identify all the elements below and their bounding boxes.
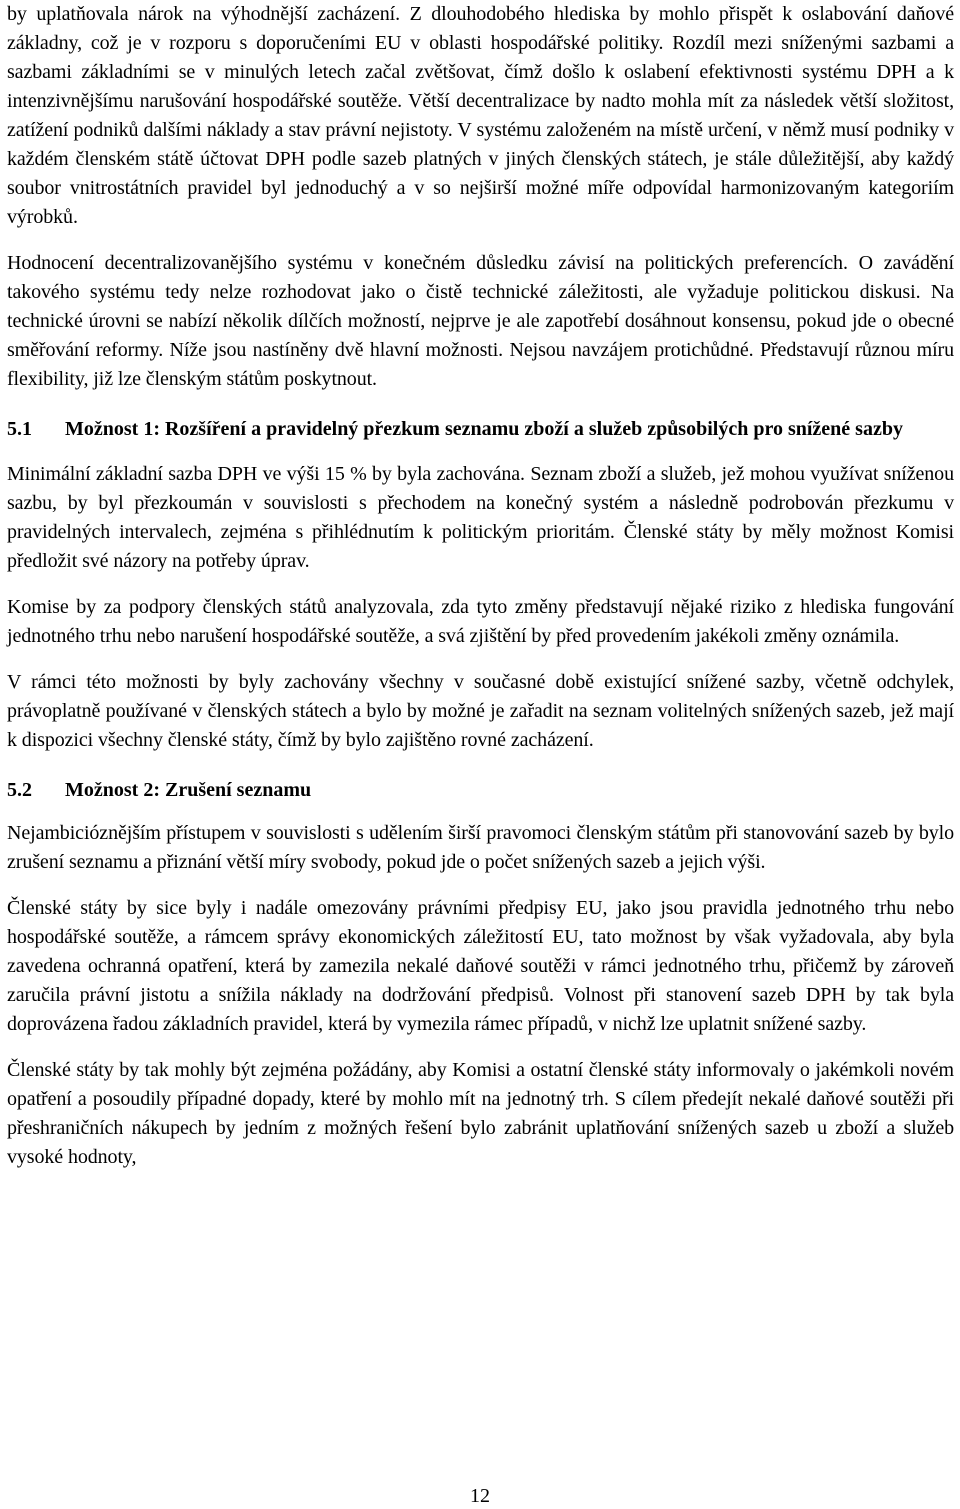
section-heading-5-1 — [7, 415, 954, 444]
paragraph-5-1-b: Komise by za podpory členských států analyzovala, zda tyto změny představují nějaké riziko z hlediska fungování jednotného trhu nebo narušení hospodářské soutěže, a svá zjištění by před provedením jakékoli změny oznámila. — [7, 596, 954, 647]
section-heading-5-2 — [7, 776, 954, 805]
section-title: Možnost 1: Rozšíření a pravidelný přezkum seznamu zboží a služeb způsobilých pro snížené sazby — [65, 418, 903, 440]
paragraph-5-2-a: Nejambicióznějším přístupem v souvislosti s udělením širší pravomoci členským státům při stanovování sazeb by bylo zrušení seznamu a přiznání větší míry svobody, pokud jde o počet snížených sazeb a jejich výši. — [7, 822, 954, 873]
section-number: 5.2 — [7, 779, 32, 801]
paragraph-5-2-b: Členské státy by sice byly i nadále omezovány právními předpisy EU, jako jsou pravidla jednotného trhu nebo hospodářské soutěže, a rámcem správy ekonomických záležitostí EU, tato možnost by však vyžadovala, aby byla zavedena ochranná opatření, která by zamezila nekalé daňové soutěži v rámci jednotného trhu, přičemž by zároveň zaručila právní jistotu a snížila náklady na dodržování předpisů. Volnost při stanovení sazeb DPH by tak byla doprovázena řadou základních pravidel, která by vymezila rámec případů, v nichž lze uplatnit snížené sazby. — [7, 897, 954, 1035]
paragraph-5-1-c: V rámci této možnosti by byly zachovány všechny v současné době existující snížené sazby, včetně odchylek, právoplatně používané v členských státech a bylo by možné je zařadit na seznam volitelných snížených sazeb, jež mají k dispozici všechny členské státy, čímž by bylo zajištěno rovné zacházení. — [7, 671, 954, 751]
paragraph-intro: by uplatňovala nárok na výhodnější zacházení. Z dlouhodobého hlediska by mohlo přispět k oslabování daňové základny, což je v rozporu s doporučeními EU v oblasti hospodářské politiky. Rozdíl mezi sníženými sazbami a sazbami základními se v minulých letech začal zvětšovat, čímž došlo k oslabení efektivnosti systému DPH a k intenzivnějšímu narušování hospodářské soutěže. Větší decentralizace by nadto mohla mít za následek větší složitost, zatížení podniků dalšími náklady a stav právní nejistoty. V systému založeném na místě určení, v němž musí podniky v každém členském státě účtovat DPH podle sazeb platných v jiných členských státech, je stále důležitější, aby každý soubor vnitrostátních pravidel byl jednoduchý a v so nejširší možné míře odpovídal harmonizovaným kategoriím výrobků. — [7, 3, 954, 228]
page-number: 12 — [470, 1485, 490, 1507]
paragraph-5-1-a: Minimální základní sazba DPH ve výši 15 % by byla zachována. Seznam zboží a služeb, jež mohou využívat sníženou sazbu, by byl přezkoumán v souvislosti s přechodem na konečný systém a následně podrobován přezkumu v pravidelných intervalech, zejména s přihlédnutím k politickým prioritám. Členské státy by měly možnost Komisi předložit své názory na potřeby úprav. — [7, 463, 954, 572]
paragraph-evaluation: Hodnocení decentralizovanějšího systému v konečném důsledku závisí na politických preferencích. O zavádění takového systému tedy nelze rozhodovat jako o čistě technické záležitosti, ale vyžaduje politickou diskusi. Na technické úrovni se nabízí několik dílčích možností, nejprve je ale zapotřebí dosáhnout konsensu, pokud jde o obecné směřování reformy. Níže jsou nastíněny dvě hlavní možnosti. Nejsou navzájem protichůdné. Představují různou míru flexibility, již lze členským státům poskytnout. — [7, 252, 954, 390]
section-number: 5.1 — [7, 418, 32, 440]
paragraph-5-2-c: Členské státy by tak mohly být zejména požádány, aby Komisi a ostatní členské státy informovaly o jakémkoli novém opatření a posoudily případné dopady, které by mohlo mít na jednotný trh. S cílem předejít nekalé daňové soutěži při přeshraničních nákupech by jedním z možných řešení bylo zabránit uplatňování snížených sazeb u zboží a služeb vysoké hodnoty, — [7, 1059, 954, 1168]
document-page — [7, 0, 954, 1172]
section-title: Možnost 2: Zrušení seznamu — [65, 779, 312, 801]
